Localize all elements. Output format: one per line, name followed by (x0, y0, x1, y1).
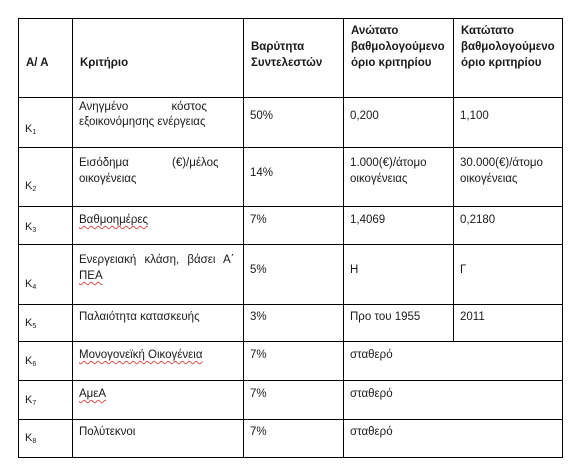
weight-cell: 14% (244, 148, 344, 207)
header-aa: Α/ Α (19, 19, 73, 98)
max-cell: 1,4069 (344, 207, 454, 245)
header-row (19, 19, 563, 98)
min-cell: 0,2180 (454, 207, 563, 245)
weight-cell: 5% (244, 245, 344, 305)
weight-cell: 3% (244, 305, 344, 342)
criterion-cell: Μονογονεϊκή Οικογένεια (73, 342, 244, 381)
max-cell: 1.000(€)/άτομο οικογένειας (344, 148, 454, 207)
weight-cell: 7% (244, 207, 344, 245)
table-row (19, 381, 563, 420)
row-code: $K_2$ (19, 148, 73, 207)
header-max: Ανώτατο βαθμολογούμενο όριο κριτηρίου (344, 19, 454, 98)
header-min: Κατώτατο βαθμολογούμενο όριο κριτηρίου (454, 19, 563, 98)
header-weight: Βαρύτητα Συντελεστών (244, 19, 344, 98)
criterion-cell: Ενεργειακή κλάση, βάσει Α΄ ΠΕΑ (73, 245, 244, 305)
row-code: $K_4$ (19, 245, 73, 305)
min-cell: 1,100 (454, 98, 563, 148)
weight-cell: 7% (244, 420, 344, 458)
table-row (19, 98, 563, 148)
weight-cell: 7% (244, 342, 344, 381)
criterion-cell: Εισόδημα (€)/μέλος οικογένειας (73, 148, 244, 207)
max-cell: Η (344, 245, 454, 305)
header-criterion: Κριτήριο (73, 19, 244, 98)
merged-limit-cell: σταθερό (344, 381, 563, 420)
table-row (19, 420, 563, 458)
table-row (19, 207, 563, 245)
row-code: $K_1$ (19, 98, 73, 148)
criterion-cell: Πολύτεκνοι (73, 420, 244, 458)
row-code: $K_5$ (19, 305, 73, 342)
min-cell: 2011 (454, 305, 563, 342)
row-code: $K_7$ (19, 381, 73, 420)
criteria-table (18, 18, 563, 458)
criterion-cell: ΑμεΑ (73, 381, 244, 420)
table-row (19, 342, 563, 381)
min-cell: Γ (454, 245, 563, 305)
table-row (19, 305, 563, 342)
max-cell: Προ του 1955 (344, 305, 454, 342)
max-cell: 0,200 (344, 98, 454, 148)
weight-cell: 7% (244, 381, 344, 420)
min-cell: 30.000(€)/άτομο οικογένειας (454, 148, 563, 207)
weight-cell: 50% (244, 98, 344, 148)
merged-limit-cell: σταθερό (344, 420, 563, 458)
criterion-cell: Παλαιότητα κατασκευής (73, 305, 244, 342)
table-row (19, 148, 563, 207)
criterion-cell: Ανηγμένο κόστος εξοικονόμησης ενέργειας (73, 98, 244, 148)
criterion-cell: Βαθμοημέρες (73, 207, 244, 245)
row-code: $K_8$ (19, 420, 73, 458)
row-code: $K_6$ (19, 342, 73, 381)
table-row (19, 245, 563, 305)
merged-limit-cell: σταθερό (344, 342, 563, 381)
row-code: $K_3$ (19, 207, 73, 245)
